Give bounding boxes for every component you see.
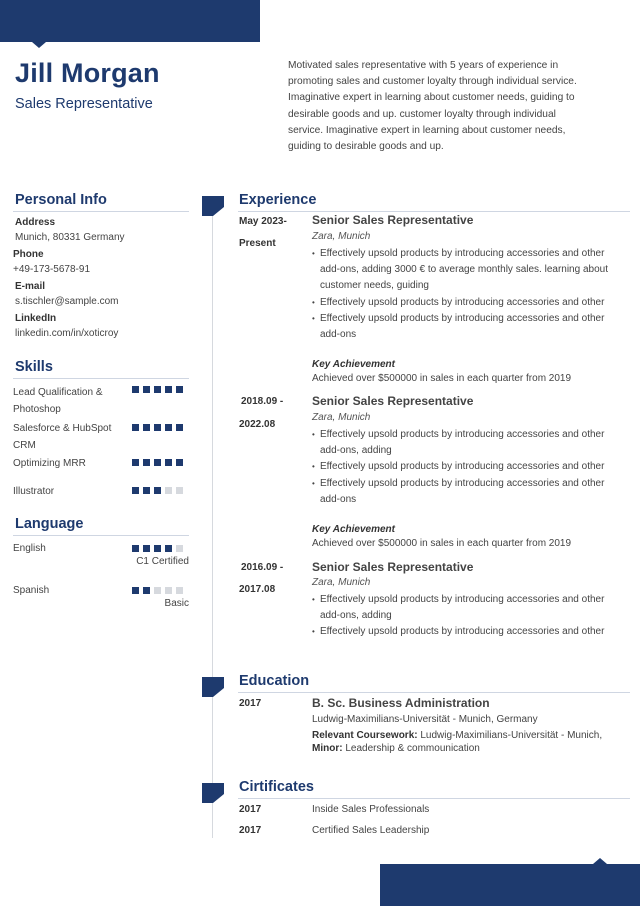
language-note: Basic bbox=[164, 598, 189, 609]
certificate-year: 2017 bbox=[239, 825, 262, 836]
skill-name: Illustrator bbox=[13, 486, 55, 497]
level-dot-filled bbox=[132, 386, 139, 393]
level-dot-empty bbox=[165, 587, 172, 594]
address-value: Munich, 80331 Germany bbox=[15, 232, 125, 243]
job-date-from: May 2023- bbox=[239, 216, 287, 227]
level-dot-filled bbox=[154, 386, 161, 393]
experience-flag-icon bbox=[202, 196, 224, 216]
job-bullet: • Effectively upsold products by introducing accessories and other bbox=[312, 295, 622, 311]
job-bullet: • Effectively upsold products by introducing accessories and other bbox=[312, 624, 622, 640]
certificates-heading: Cirtificates bbox=[239, 779, 314, 795]
level-dot-filled bbox=[143, 459, 150, 466]
education-flag-icon bbox=[202, 677, 224, 697]
level-dot-filled bbox=[154, 424, 161, 431]
linkedin-label: LinkedIn bbox=[15, 313, 57, 324]
skill-level-meter bbox=[132, 487, 183, 494]
section-divider bbox=[238, 211, 630, 212]
language-heading: Language bbox=[15, 516, 84, 532]
section-divider bbox=[13, 535, 189, 536]
job-date-from: 2018.09 - bbox=[241, 396, 284, 407]
education-year: 2017 bbox=[239, 698, 262, 709]
bottom-accent-band bbox=[380, 864, 640, 906]
job-company: Zara, Munich bbox=[312, 577, 371, 588]
top-notch-triangle bbox=[32, 42, 46, 48]
key-achievement-label: Key Achievement bbox=[312, 524, 395, 535]
certificate-name: Inside Sales Professionals bbox=[312, 804, 430, 815]
certificate-name: Certified Sales Leadership bbox=[312, 825, 430, 836]
level-dot-filled bbox=[143, 386, 150, 393]
level-dot-filled bbox=[132, 459, 139, 466]
education-coursework bbox=[312, 730, 602, 741]
key-achievement-text: Achieved over $500000 in sales in each quarter from 2019 bbox=[312, 538, 572, 549]
skill-level-meter bbox=[132, 386, 183, 393]
level-dot-filled bbox=[143, 487, 150, 494]
level-dot-filled bbox=[165, 424, 172, 431]
phone-label: Phone bbox=[13, 249, 44, 260]
certificates-flag-icon bbox=[202, 783, 224, 803]
level-dot-filled bbox=[132, 487, 139, 494]
phone-value: +49-173-5678-91 bbox=[13, 264, 91, 275]
certificate-year: 2017 bbox=[239, 804, 262, 815]
level-dot-filled bbox=[176, 386, 183, 393]
job-role: Senior Sales Representative bbox=[312, 394, 474, 408]
profile-summary: Motivated sales representative with 5 years of experience in promoting sales and customer loyalty through individual service. Imaginative expert in learning about customer needs, guiding to desirable goods and up. customer loyalty through individual service. Imaginative expert in learning about customer needs, guiding to desirable goods and up. bbox=[288, 60, 577, 153]
coursework-value: Ludwig-Maximilians-Universität - Munich, bbox=[420, 730, 603, 741]
email-value: s.tischler@sample.com bbox=[15, 296, 119, 307]
language-level-meter bbox=[132, 587, 183, 594]
job-company: Zara, Munich bbox=[312, 412, 371, 423]
level-dot-empty bbox=[176, 487, 183, 494]
job-bullet: • Effectively upsold products by introducing accessories and other add-ons, adding bbox=[312, 592, 622, 624]
level-dot-empty bbox=[165, 487, 172, 494]
level-dot-filled bbox=[132, 424, 139, 431]
education-heading: Education bbox=[239, 673, 310, 689]
personal-info-heading: Personal Info bbox=[15, 192, 107, 208]
section-divider bbox=[13, 211, 189, 212]
language-name: English bbox=[13, 543, 46, 554]
language-level-meter bbox=[132, 545, 183, 552]
education-school: Ludwig-Maximilians-Universität - Munich, Germany bbox=[312, 714, 538, 725]
level-dot-filled bbox=[154, 487, 161, 494]
job-bullets bbox=[312, 592, 622, 641]
coursework-label: Relevant Coursework: bbox=[312, 730, 418, 741]
skill-name: Lead Qualification & Photoshop bbox=[13, 387, 103, 415]
key-achievement-label: Key Achievement bbox=[312, 359, 395, 370]
level-dot-filled bbox=[165, 459, 172, 466]
skill-name: Salesforce & HubSpot CRM bbox=[13, 423, 112, 451]
language-note: C1 Certified bbox=[136, 556, 189, 567]
level-dot-filled bbox=[143, 587, 150, 594]
top-accent-band bbox=[0, 0, 260, 42]
experience-heading: Experience bbox=[239, 192, 317, 208]
level-dot-filled bbox=[154, 545, 161, 552]
candidate-title: Sales Representative bbox=[15, 96, 153, 112]
job-bullet: • Effectively upsold products by introducing accessories and other add-ons, adding bbox=[312, 427, 622, 459]
candidate-name: Jill Morgan bbox=[15, 58, 160, 88]
job-date-to: Present bbox=[239, 238, 276, 249]
level-dot-filled bbox=[176, 459, 183, 466]
skill-level-meter bbox=[132, 424, 183, 431]
job-bullet: • Effectively upsold products by introducing accessories and other bbox=[312, 459, 622, 475]
job-date-to: 2022.08 bbox=[239, 419, 276, 430]
education-minor bbox=[312, 743, 480, 754]
job-company: Zara, Munich bbox=[312, 231, 371, 242]
language-name: Spanish bbox=[13, 585, 50, 596]
level-dot-empty bbox=[176, 587, 183, 594]
bottom-notch-triangle bbox=[593, 858, 607, 864]
timeline-line bbox=[212, 210, 213, 838]
level-dot-empty bbox=[176, 545, 183, 552]
minor-label: Minor: bbox=[312, 743, 343, 754]
job-bullets bbox=[312, 246, 622, 343]
level-dot-filled bbox=[132, 587, 139, 594]
skills-heading: Skills bbox=[15, 359, 53, 375]
skill-name: Optimizing MRR bbox=[13, 458, 86, 469]
job-date-to: 2017.08 bbox=[239, 584, 276, 595]
section-divider bbox=[238, 798, 630, 799]
key-achievement-text: Achieved over $500000 in sales in each quarter from 2019 bbox=[312, 373, 572, 384]
level-dot-filled bbox=[176, 424, 183, 431]
job-date-from: 2016.09 - bbox=[241, 562, 284, 573]
linkedin-value: linkedin.com/in/xoticroy bbox=[15, 328, 119, 339]
address-label: Address bbox=[15, 217, 56, 228]
level-dot-filled bbox=[165, 545, 172, 552]
level-dot-empty bbox=[154, 587, 161, 594]
education-degree: B. Sc. Business Administration bbox=[312, 696, 490, 710]
section-divider bbox=[238, 692, 630, 693]
level-dot-filled bbox=[143, 424, 150, 431]
level-dot-filled bbox=[154, 459, 161, 466]
job-bullets bbox=[312, 427, 622, 508]
level-dot-filled bbox=[165, 386, 172, 393]
job-role: Senior Sales Representative bbox=[312, 560, 474, 574]
minor-value: Leadership & commounication bbox=[345, 743, 480, 754]
level-dot-filled bbox=[143, 545, 150, 552]
skill-level-meter bbox=[132, 459, 183, 466]
job-role: Senior Sales Representative bbox=[312, 213, 474, 227]
email-label: E-mail bbox=[15, 281, 46, 292]
section-divider bbox=[13, 378, 189, 379]
job-bullet: • Effectively upsold products by introducing accessories and other add-ons, adding 3000 € to average monthly sales. learning about customer needs, guiding bbox=[312, 246, 622, 295]
job-bullet: • Effectively upsold products by introducing accessories and other add-ons bbox=[312, 311, 622, 343]
level-dot-filled bbox=[132, 545, 139, 552]
job-bullet: • Effectively upsold products by introducing accessories and other add-ons bbox=[312, 476, 622, 508]
